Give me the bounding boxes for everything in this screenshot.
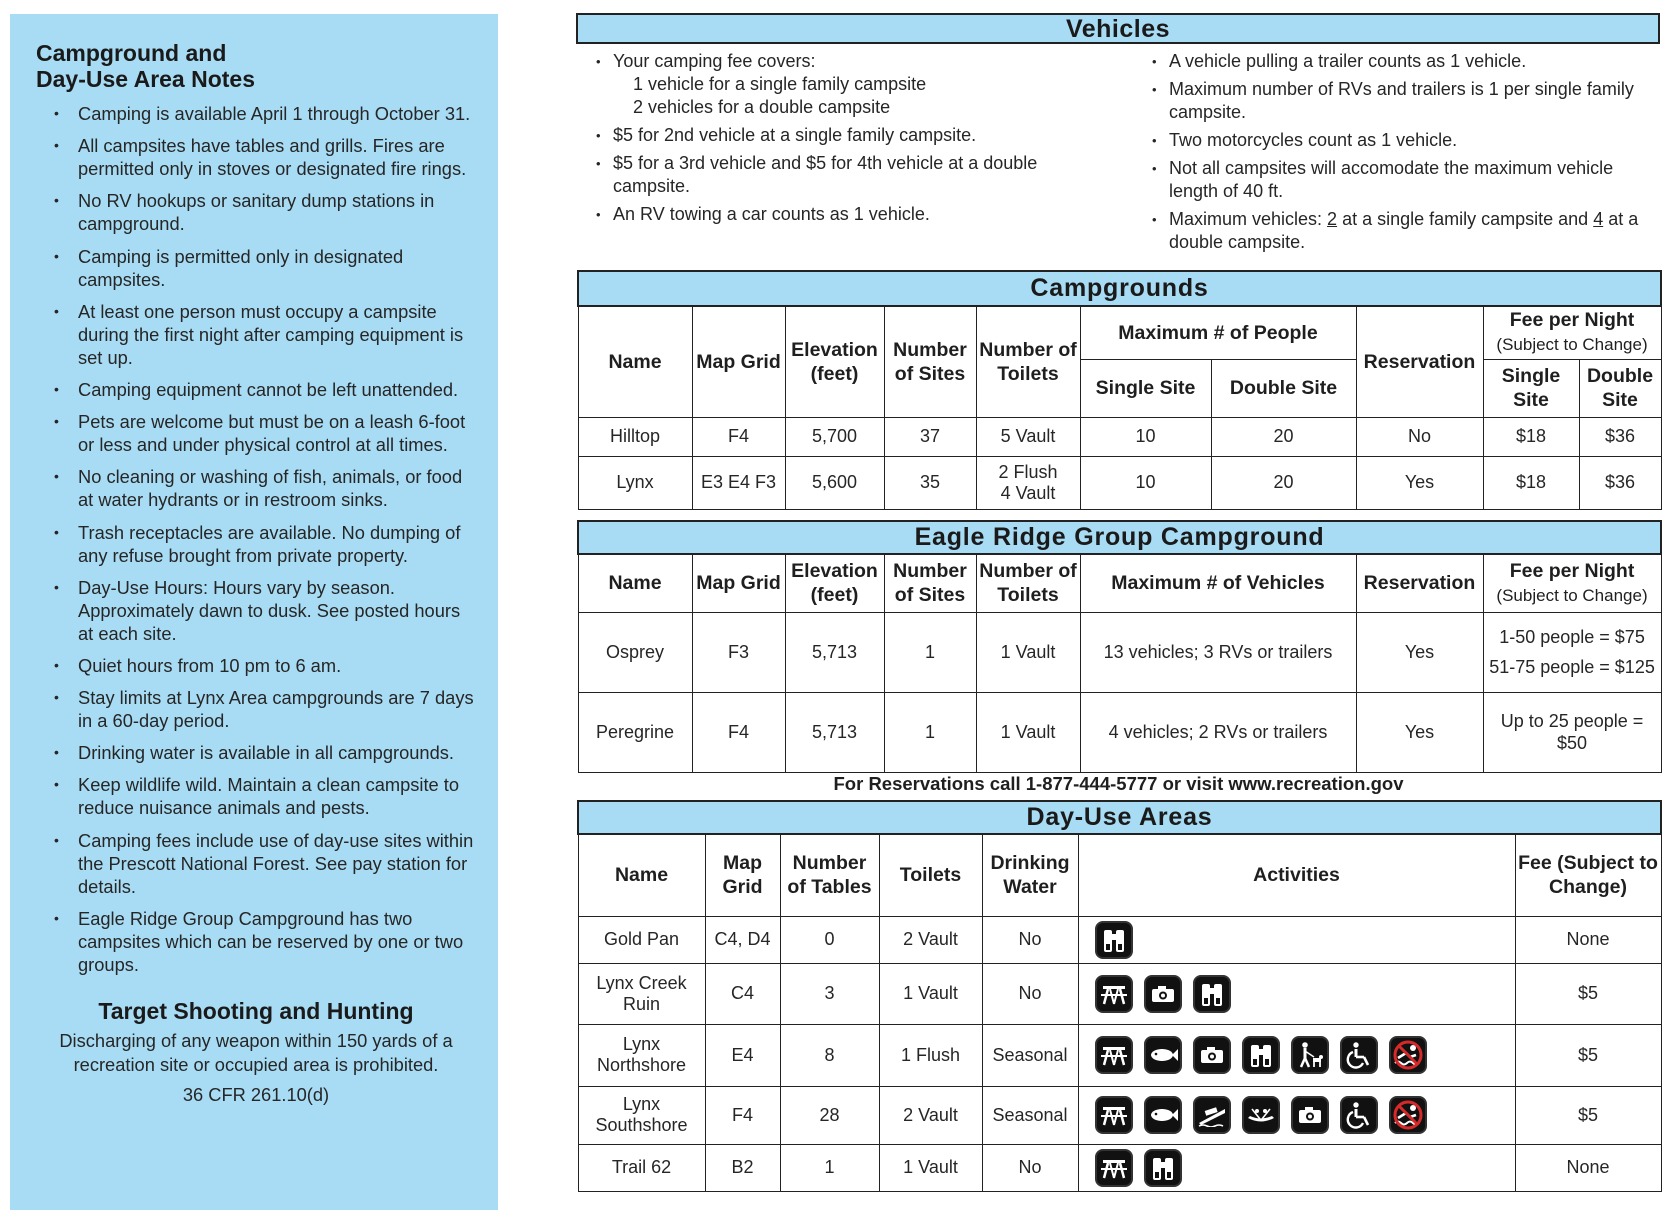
note-item: • Camping is available April 1 through October 31.	[36, 102, 476, 125]
cell-name: Lynx Southshore	[578, 1086, 705, 1144]
col-header-elevation: Elevation (feet)	[785, 554, 884, 612]
camera-icon	[1193, 1036, 1231, 1074]
cell-toilets	[976, 456, 1080, 509]
cell-reservation: Yes	[1356, 612, 1483, 692]
no-swimming-icon	[1389, 1096, 1427, 1134]
cell-sites: 1	[884, 692, 976, 772]
col-header-sites: Number of Sites	[884, 306, 976, 417]
cell-tables: 28	[780, 1086, 879, 1144]
vehicle-rule-text: Maximum vehicles:	[1169, 209, 1328, 229]
cell-drinking-water: Seasonal	[982, 1024, 1078, 1086]
hunting-title: Target Shooting and Hunting	[98, 997, 414, 1024]
col-header-fee	[1483, 306, 1661, 359]
note-item: • Stay limits at Lynx Area campgrounds are 7 days in a 60-day period.	[36, 686, 476, 732]
boat-ramp-icon	[1193, 1096, 1231, 1134]
cell-name: Lynx	[578, 456, 692, 509]
fee-line: 51-75 people = $125	[1489, 657, 1655, 677]
cell-toilets: 1 Vault	[879, 1144, 982, 1191]
cell-fee	[1483, 612, 1661, 692]
reservation-note: For Reservations call 1-877-444-5777 or visit www.recreation.gov	[833, 773, 1404, 794]
note-item: • Keep wildlife wild. Maintain a clean campsite to reduce nuisance animals and pests.	[36, 773, 476, 819]
cell-fee-double: $36	[1579, 456, 1661, 509]
col-header-name: Name	[578, 306, 692, 417]
vehicle-rule: • Not all campsites will accomodate the maximum vehicle length of 40 ft.	[1150, 157, 1650, 203]
cell-fee: $5	[1515, 1086, 1661, 1144]
hunting-text: Discharging of any weapon within 150 yards of a recreation site or occupied area is prohibited.	[59, 1029, 453, 1075]
cell-map-grid: C4	[705, 963, 780, 1024]
vehicles-left-column	[594, 50, 1094, 231]
binoculars-icon	[1193, 975, 1231, 1013]
vehicle-rule: • Maximum number of RVs and trailers is 1 per single family campsite.	[1150, 78, 1650, 124]
activity-icons	[1081, 1096, 1513, 1134]
table-row	[578, 1144, 1661, 1191]
vehicle-rule-text: Your camping fee covers:	[613, 51, 816, 71]
fishing-icon	[1144, 1096, 1182, 1134]
cell-tables: 0	[780, 916, 879, 963]
col-header-sites: Number of Sites	[884, 554, 976, 612]
col-header-double-site: Double Site	[1211, 359, 1356, 417]
fishing-icon	[1144, 1036, 1182, 1074]
toilet-line: 2 Flush	[998, 461, 1058, 482]
table-row	[578, 916, 1661, 963]
hunting-cfr: 36 CFR 261.10(d)	[182, 1083, 330, 1105]
vehicle-rule-text: at a double campsite.	[1169, 209, 1639, 252]
col-header-fee-double: Double Site	[1579, 359, 1661, 417]
day-use-table	[577, 800, 1662, 1192]
table-row	[578, 1086, 1661, 1144]
col-header-map-grid: Map Grid	[692, 554, 785, 612]
cell-name: Trail 62	[578, 1144, 705, 1191]
vehicle-rule-text: at a single family campsite and	[1337, 209, 1594, 229]
note-item: • Trash receptacles are available. No dumping of any refuse brought from private property.	[36, 521, 476, 567]
note-item: • No cleaning or washing of fish, animals, or food at water hydrants or in restroom sinks.	[36, 465, 476, 511]
activity-icons	[1081, 1149, 1513, 1187]
no-swimming-icon	[1389, 1036, 1427, 1074]
cell-map-grid: E3 E4 F3	[692, 456, 785, 509]
col-header-elevation: Elevation (feet)	[785, 306, 884, 417]
fee-label: Fee per Night	[1509, 559, 1635, 582]
col-header-toilets: Toilets	[879, 834, 982, 916]
col-header-toilets: Number of Toilets	[976, 554, 1080, 612]
camera-icon	[1291, 1096, 1329, 1134]
activity-icons	[1081, 1036, 1513, 1074]
cell-reservation: Yes	[1356, 456, 1483, 509]
vehicle-rule: • A vehicle pulling a trailer counts as 1 vehicle.	[1150, 50, 1650, 73]
cell-fee-single: $18	[1483, 456, 1579, 509]
cell-tables: 8	[780, 1024, 879, 1086]
notes-list	[36, 102, 476, 976]
cell-double: 20	[1211, 417, 1356, 456]
cell-toilets: 1 Vault	[879, 963, 982, 1024]
cell-activities	[1078, 963, 1515, 1024]
col-header-activities: Activities	[1078, 834, 1515, 916]
cell-map-grid: F4	[692, 417, 785, 456]
cell-sites: 37	[884, 417, 976, 456]
vehicles-right-column	[1150, 50, 1650, 259]
cell-activities	[1078, 916, 1515, 963]
fee-label: Fee per Night	[1509, 309, 1635, 332]
note-item: • All campsites have tables and grills. Fires are permitted only in stoves or designated fire rings.	[36, 134, 476, 180]
cell-drinking-water: No	[982, 963, 1078, 1024]
vehicle-rule	[1150, 208, 1650, 254]
cell-tables: 1	[780, 1144, 879, 1191]
cell-activities	[1078, 1086, 1515, 1144]
col-header-single-site: Single Site	[1080, 359, 1211, 417]
cell-toilets: 1 Vault	[976, 612, 1080, 692]
cell-sites: 1	[884, 612, 976, 692]
vehicle-rule-sub: 1 vehicle for a single family campsite	[633, 74, 927, 94]
note-item: • Drinking water is available in all campgrounds.	[36, 741, 476, 764]
cell-toilets: 5 Vault	[976, 417, 1080, 456]
col-header-max-vehicles: Maximum # of Vehicles	[1080, 554, 1356, 612]
picnic-table-icon	[1095, 975, 1133, 1013]
cell-fee: None	[1515, 916, 1661, 963]
vehicle-rule: • An RV towing a car counts as 1 vehicle.	[594, 203, 1094, 226]
table-row	[578, 692, 1661, 772]
picnic-table-icon	[1095, 1036, 1133, 1074]
note-item: • Pets are welcome but must be on a leash 6-foot or less and under physical control at all times.	[36, 410, 476, 456]
cell-reservation: No	[1356, 417, 1483, 456]
canoe-icon	[1242, 1096, 1280, 1134]
toilet-line: 4 Vault	[1000, 482, 1056, 503]
note-item: • Camping fees include use of day-use sites within the Prescott National Forest. See pay station for details.	[36, 829, 476, 898]
cell-tables: 3	[780, 963, 879, 1024]
cell-map-grid: F3	[692, 612, 785, 692]
col-header-reservation: Reservation	[1356, 554, 1483, 612]
fee-note: (Subject to Change)	[1496, 335, 1648, 355]
cell-activities	[1078, 1024, 1515, 1086]
notes-title-line2: Day-Use Area Notes	[36, 66, 256, 92]
cell-fee-double: $36	[1579, 417, 1661, 456]
max-double-vehicles: 4	[1593, 209, 1604, 229]
cell-fee: None	[1515, 1144, 1661, 1191]
eagle-ridge-table	[577, 520, 1662, 773]
col-header-fee	[1483, 554, 1661, 612]
cell-name: Lynx Northshore	[578, 1024, 705, 1086]
table-row	[578, 963, 1661, 1024]
cell-map-grid: F4	[692, 692, 785, 772]
note-item: • Eagle Ridge Group Campground has two campsites which can be reserved by one or two groups.	[36, 907, 476, 976]
table-row	[578, 417, 1661, 456]
notes-title-line1: Campground and	[36, 40, 227, 66]
note-item: • No RV hookups or sanitary dump stations in campground.	[36, 189, 476, 235]
activity-icons	[1081, 921, 1513, 959]
cell-toilets: 1 Vault	[976, 692, 1080, 772]
day-use-title: Day-Use Areas	[578, 801, 1661, 834]
hunting-section	[36, 998, 476, 1107]
col-header-map-grid: Map Grid	[692, 306, 785, 417]
cell-fee-single: $18	[1483, 417, 1579, 456]
col-header-map-grid: Map Grid	[705, 834, 780, 916]
cell-toilets: 1 Flush	[879, 1024, 982, 1086]
vehicle-rule: • $5 for a 3rd vehicle and $5 for 4th vehicle at a double campsite.	[594, 152, 1094, 198]
table-row	[578, 456, 1661, 509]
cell-map-grid: C4, D4	[705, 916, 780, 963]
col-header-name: Name	[578, 834, 705, 916]
fee-note: (Subject to Change)	[1496, 585, 1648, 605]
cell-map-grid: B2	[705, 1144, 780, 1191]
notes-panel	[10, 14, 498, 1210]
cell-elevation: 5,713	[785, 692, 884, 772]
cell-fee: $5	[1515, 1024, 1661, 1086]
cell-drinking-water: No	[982, 1144, 1078, 1191]
cell-name: Lynx Creek Ruin	[578, 963, 705, 1024]
cell-map-grid: F4	[705, 1086, 780, 1144]
cell-reservation: Yes	[1356, 692, 1483, 772]
cell-single: 10	[1080, 456, 1211, 509]
vehicle-rule: • Two motorcycles count as 1 vehicle.	[1150, 129, 1650, 152]
camera-icon	[1144, 975, 1182, 1013]
eagle-ridge-title: Eagle Ridge Group Campground	[578, 521, 1661, 554]
fee-line: $50	[1557, 733, 1588, 753]
vehicle-rule: • $5 for 2nd vehicle at a single family campsite.	[594, 124, 1094, 147]
binoculars-icon	[1144, 1149, 1182, 1187]
activity-icons	[1081, 975, 1513, 1013]
picnic-table-icon	[1095, 1149, 1133, 1187]
col-header-drinking-water: Drinking Water	[982, 834, 1078, 916]
col-header-toilets: Number of Toilets	[976, 306, 1080, 417]
binoculars-icon	[1095, 921, 1133, 959]
notes-title	[36, 40, 476, 92]
cell-name: Gold Pan	[578, 916, 705, 963]
cell-max-vehicles: 13 vehicles; 3 RVs or trailers	[1080, 612, 1356, 692]
fee-line: Up to 25 people =	[1500, 711, 1644, 731]
hiking-dog-icon	[1291, 1036, 1329, 1074]
note-item: • Day-Use Hours: Hours vary by season. Approximately dawn to dusk. See posted hours at each site.	[36, 576, 476, 645]
note-item: • Quiet hours from 10 pm to 6 am.	[36, 654, 476, 677]
cell-elevation: 5,700	[785, 417, 884, 456]
cell-elevation: 5,600	[785, 456, 884, 509]
note-item: • Camping is permitted only in designated campsites.	[36, 245, 476, 291]
cell-activities	[1078, 1144, 1515, 1191]
cell-toilets: 2 Vault	[879, 1086, 982, 1144]
max-single-vehicles: 2	[1327, 209, 1338, 229]
col-header-fee-single: Single Site	[1483, 359, 1579, 417]
binoculars-icon	[1242, 1036, 1280, 1074]
campgrounds-title: Campgrounds	[578, 271, 1661, 306]
vehicle-rule	[594, 50, 1094, 119]
col-header-reservation: Reservation	[1356, 306, 1483, 417]
cell-single: 10	[1080, 417, 1211, 456]
cell-drinking-water: No	[982, 916, 1078, 963]
cell-map-grid: E4	[705, 1024, 780, 1086]
picnic-table-icon	[1095, 1096, 1133, 1134]
note-item: • At least one person must occupy a campsite during the first night after camping equipment is set up.	[36, 300, 476, 369]
note-item: • Camping equipment cannot be left unattended.	[36, 378, 476, 401]
cell-name: Hilltop	[578, 417, 692, 456]
col-header-fee: Fee (Subject to Change)	[1515, 834, 1661, 916]
col-header-tables: Number of Tables	[780, 834, 879, 916]
cell-name: Osprey	[578, 612, 692, 692]
vehicle-rule-sub: 2 vehicles for a double campsite	[633, 97, 891, 117]
campgrounds-table	[577, 270, 1662, 510]
cell-toilets: 2 Vault	[879, 916, 982, 963]
wheelchair-icon	[1340, 1096, 1378, 1134]
cell-fee: $5	[1515, 963, 1661, 1024]
cell-sites: 35	[884, 456, 976, 509]
cell-elevation: 5,713	[785, 612, 884, 692]
table-row	[578, 1024, 1661, 1086]
cell-fee	[1483, 692, 1661, 772]
cell-name: Peregrine	[578, 692, 692, 772]
vehicles-header: Vehicles	[576, 13, 1660, 44]
cell-drinking-water: Seasonal	[982, 1086, 1078, 1144]
wheelchair-icon	[1340, 1036, 1378, 1074]
col-header-name: Name	[578, 554, 692, 612]
fee-line: 1-50 people = $75	[1499, 627, 1645, 647]
cell-max-vehicles: 4 vehicles; 2 RVs or trailers	[1080, 692, 1356, 772]
cell-double: 20	[1211, 456, 1356, 509]
col-header-max-people: Maximum # of People	[1080, 306, 1356, 359]
table-row	[578, 612, 1661, 692]
